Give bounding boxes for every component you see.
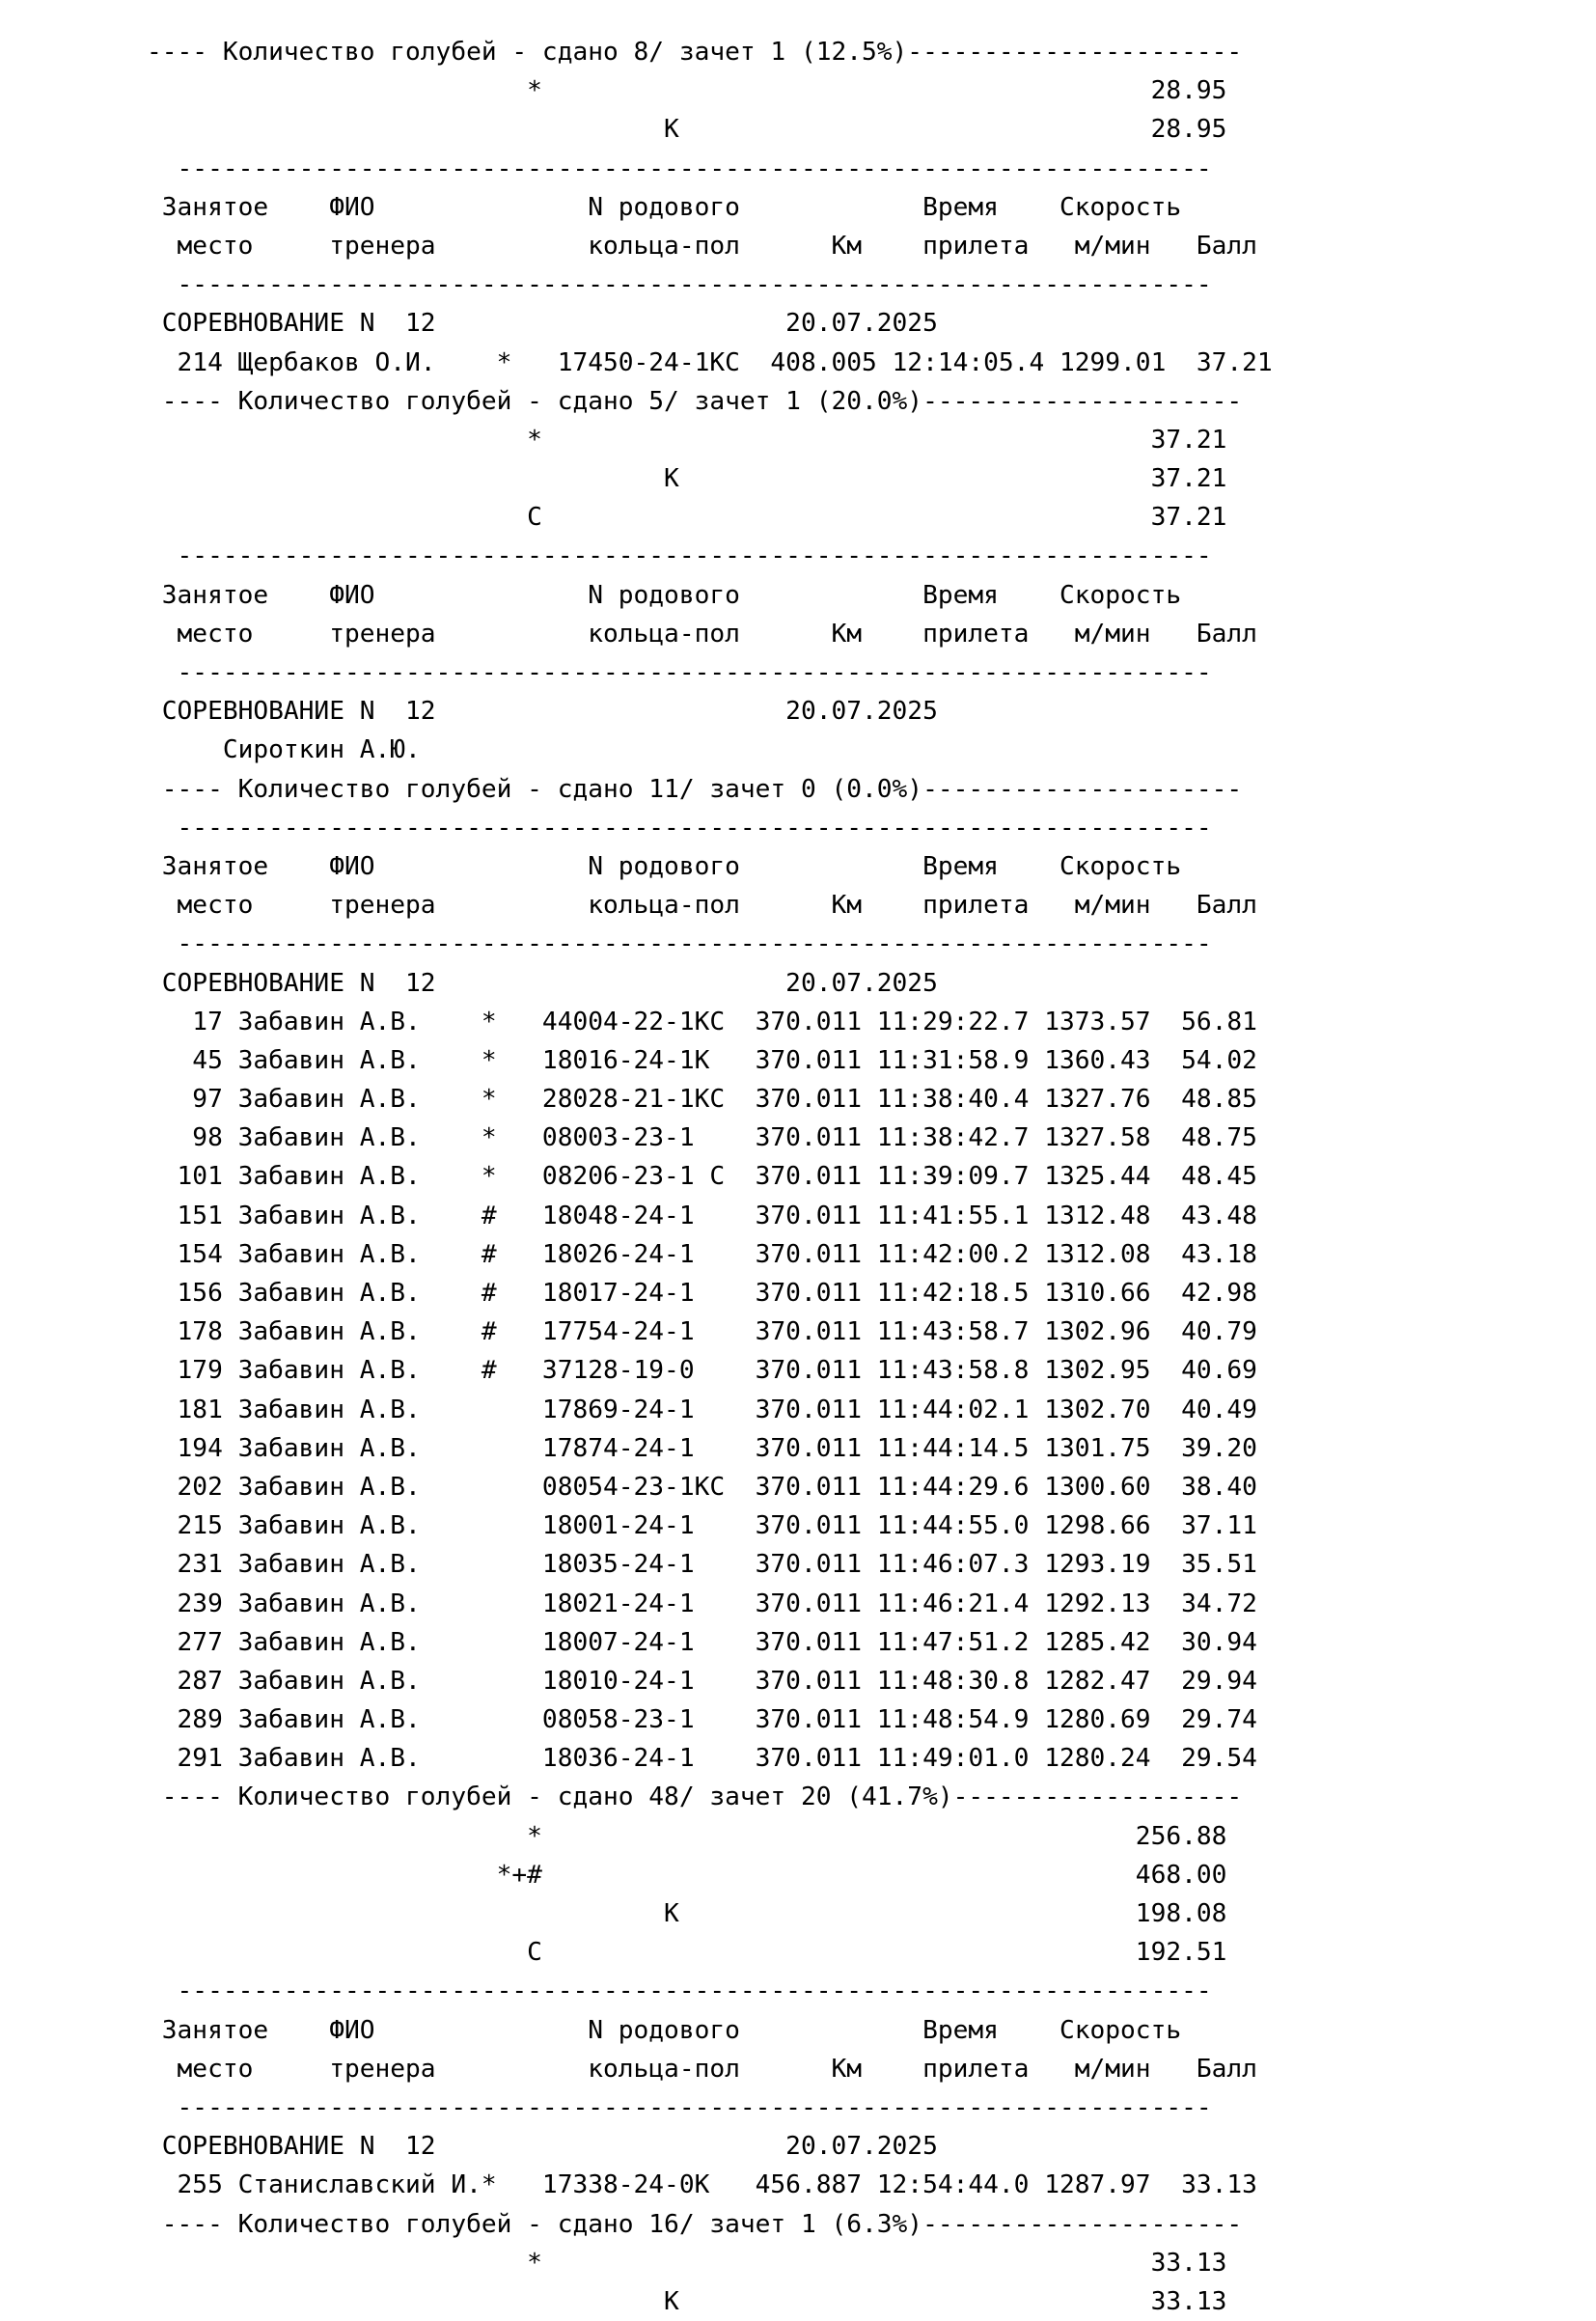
report-line: место тренера кольца-пол Км прилета м/мин Балл	[147, 891, 1257, 921]
report-line: 255 Станиславский И.* 17338-24-0К 456.887 12:54:44.0 1287.97 33.13	[147, 2170, 1257, 2200]
report-line: ---- Количество голубей - сдано 8/ зачет 1 (12.5%)----------------------	[147, 38, 1243, 67]
report-line: --------------------------------------------------------------------	[147, 2092, 1212, 2122]
report-line: СОРЕВНОВАНИЕ N 12 20.07.2025	[147, 309, 938, 339]
report-line: СОРЕВНОВАНИЕ N 12 20.07.2025	[147, 2132, 938, 2162]
report-line: 101 Забавин А.В. * 08206-23-1 С 370.011 11:39:09.7 1325.44 48.45	[147, 1162, 1257, 1192]
report-line: 202 Забавин А.В. 08054-23-1КС 370.011 11:44:29.6 1300.60 38.40	[147, 1472, 1257, 1502]
report-line: ---- Количество голубей - сдано 16/ зачет 1 (6.3%)---------------------	[147, 2209, 1243, 2239]
report-line: 156 Забавин А.В. # 18017-24-1 370.011 11:42:18.5 1310.66 42.98	[147, 1279, 1257, 1308]
report-line: * 28.95	[147, 76, 1227, 106]
report-line: ---- Количество голубей - сдано 48/ зачет 20 (41.7%)-------------------	[147, 1782, 1243, 1812]
report-line: Занятое ФИО N родового Время Скорость	[147, 2015, 1182, 2045]
report-line: --------------------------------------------------------------------	[147, 1976, 1212, 2006]
report-line: * 33.13	[147, 2248, 1227, 2278]
report-line: К 37.21	[147, 464, 1227, 494]
report-line: --------------------------------------------------------------------	[147, 153, 1212, 183]
report-line: К 33.13	[147, 2286, 1227, 2316]
report-line: * 256.88	[147, 1821, 1227, 1851]
report-line: 178 Забавин А.В. # 17754-24-1 370.011 11:43:58.7 1302.96 40.79	[147, 1317, 1257, 1347]
report-line: К 198.08	[147, 1899, 1227, 1928]
report-line: 239 Забавин А.В. 18021-24-1 370.011 11:46:21.4 1292.13 34.72	[147, 1589, 1257, 1618]
report-line: место тренера кольца-пол Км прилета м/мин Балл	[147, 2054, 1257, 2084]
report-line: СОРЕВНОВАНИЕ N 12 20.07.2025	[147, 968, 938, 998]
report-line: * 37.21	[147, 425, 1227, 455]
report-line: Занятое ФИО N родового Время Скорость	[147, 192, 1182, 222]
report-line: К 28.95	[147, 115, 1227, 145]
report-line: 287 Забавин А.В. 18010-24-1 370.011 11:48:30.8 1282.47 29.94	[147, 1666, 1257, 1696]
report-line: --------------------------------------------------------------------	[147, 929, 1212, 959]
report-line: место тренера кольца-пол Км прилета м/мин Балл	[147, 231, 1257, 261]
report-line: 215 Забавин А.В. 18001-24-1 370.011 11:44:55.0 1298.66 37.11	[147, 1511, 1257, 1541]
report-line: ---- Количество голубей - сдано 5/ зачет 1 (20.0%)---------------------	[147, 386, 1243, 416]
report-line: ---- Количество голубей - сдано 11/ зачет 0 (0.0%)---------------------	[147, 774, 1243, 804]
report-line: 231 Забавин А.В. 18035-24-1 370.011 11:46:07.3 1293.19 35.51	[147, 1550, 1257, 1580]
report-line: 214 Щербаков О.И. * 17450-24-1КС 408.005 12:14:05.4 1299.01 37.21	[147, 347, 1273, 377]
report-line: Сироткин А.Ю.	[147, 735, 421, 765]
report-line: место тренера кольца-пол Км прилета м/мин Балл	[147, 619, 1257, 649]
report-line: 98 Забавин А.В. * 08003-23-1 370.011 11:38:42.7 1327.58 48.75	[147, 1123, 1257, 1153]
report-line: 17 Забавин А.В. * 44004-22-1КС 370.011 11:29:22.7 1373.57 56.81	[147, 1007, 1257, 1036]
report-line: С 192.51	[147, 1938, 1227, 1968]
report-line: 154 Забавин А.В. # 18026-24-1 370.011 11:42:00.2 1312.08 43.18	[147, 1239, 1257, 1269]
report-line: 151 Забавин А.В. # 18048-24-1 370.011 11:41:55.1 1312.48 43.48	[147, 1201, 1257, 1230]
report-line: --------------------------------------------------------------------	[147, 541, 1212, 571]
report-line: --------------------------------------------------------------------	[147, 813, 1212, 843]
report-line: --------------------------------------------------------------------	[147, 658, 1212, 687]
report-line: 97 Забавин А.В. * 28028-21-1КС 370.011 11:38:40.4 1327.76 48.85	[147, 1085, 1257, 1115]
report-line: 45 Забавин А.В. * 18016-24-1К 370.011 11:31:58.9 1360.43 54.02	[147, 1045, 1257, 1075]
report-line: 291 Забавин А.В. 18036-24-1 370.011 11:49:01.0 1280.24 29.54	[147, 1744, 1257, 1774]
report-line: 194 Забавин А.В. 17874-24-1 370.011 11:44:14.5 1301.75 39.20	[147, 1433, 1257, 1463]
report-line: 179 Забавин А.В. # 37128-19-0 370.011 11:43:58.8 1302.95 40.69	[147, 1356, 1257, 1386]
report-line: 277 Забавин А.В. 18007-24-1 370.011 11:47:51.2 1285.42 30.94	[147, 1627, 1257, 1657]
report-line: Занятое ФИО N родового Время Скорость	[147, 580, 1182, 610]
report-line: 181 Забавин А.В. 17869-24-1 370.011 11:44:02.1 1302.70 40.49	[147, 1395, 1257, 1424]
report-line: --------------------------------------------------------------------	[147, 270, 1212, 300]
report-line: Занятое ФИО N родового Время Скорость	[147, 851, 1182, 881]
report-line: *+# 468.00	[147, 1860, 1227, 1890]
report-text-body	[0, 33, 1596, 2321]
report-line: 289 Забавин А.В. 08058-23-1 370.011 11:48:54.9 1280.69 29.74	[147, 1705, 1257, 1735]
report-line: СОРЕВНОВАНИЕ N 12 20.07.2025	[147, 697, 938, 727]
report-line: С 37.21	[147, 503, 1227, 533]
